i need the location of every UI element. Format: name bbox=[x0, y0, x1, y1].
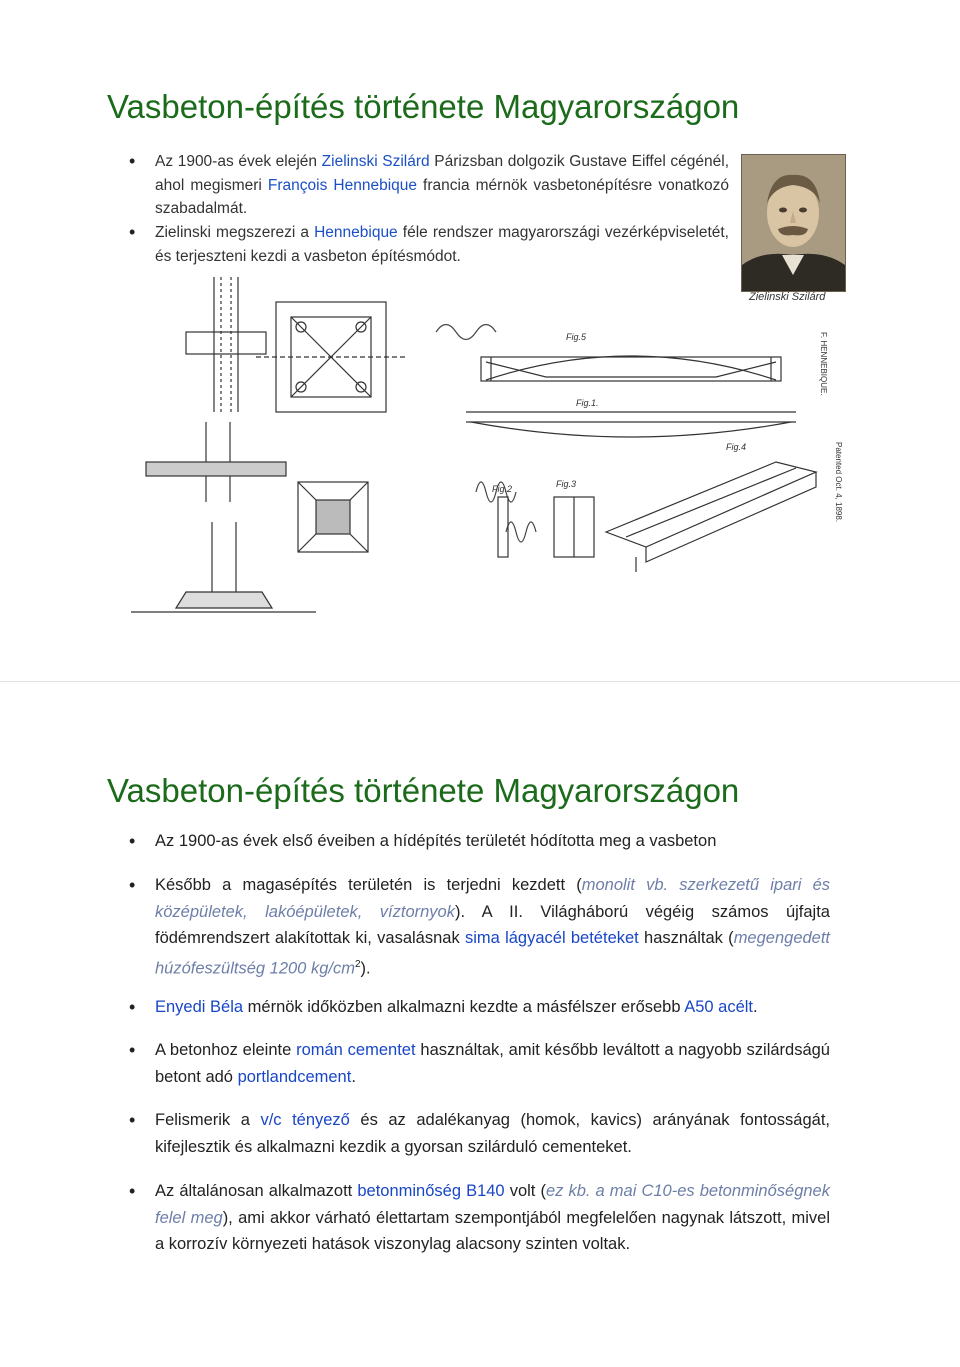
plan-view-drawing bbox=[256, 302, 406, 552]
bullet-bridge-building: • Az 1900-as évek első éveiben a hídépítés területét hódította meg a vasbeton bbox=[155, 828, 855, 855]
highlight-zielinski: Zielinski Szilárd bbox=[321, 153, 430, 170]
svg-text:Patented Oct. 4, 1898.: Patented Oct. 4, 1898. bbox=[834, 442, 843, 523]
svg-text:Fig.5: Fig.5 bbox=[566, 332, 587, 342]
bullet-hennebique-system: • Zielinski megszerezi a Hennebique féle rendszer magyarországi vezérképviseletét, és terjeszteni kezdi a vasbeton építésmódot. bbox=[155, 221, 729, 268]
slide-2 bbox=[0, 684, 960, 1367]
slab-perspective-fig4 bbox=[606, 442, 816, 572]
svg-text:F. HENNEBIQUE.: F. HENNEBIQUE. bbox=[819, 332, 828, 396]
svg-text:Fig.1.: Fig.1. bbox=[576, 398, 599, 408]
svg-text:Fig.4: Fig.4 bbox=[726, 442, 747, 452]
bullet-cement: • A betonhoz eleinte román cementet használtak, amit később leváltott a nagyobb szilárdságú betont adó portlandcement. bbox=[155, 1037, 830, 1090]
slide-1-title: Vasbeton-építés története Magyarországon bbox=[107, 88, 740, 125]
bullet-wc-ratio: • Felismerik a v/c tényező és az adalékanyag (homok, kavics) arányának fontosságát, kifejlesztik és alkalmazni kezdik a gyorsan szilárduló cementeket. bbox=[155, 1107, 830, 1160]
bullet-building-construction: • Később a magasépítés területén is terjedni kezdett (monolit vb. szerkezetű ipari és középületek, lakóépületek, víztornyok). A II. Világháború végéig számos újfajta födémrendszert alakítottak ki, vasalásnak sima lágyacél betéteket használtak (megengedett húzófeszültség 1200 $kg/cm^2$). bbox=[155, 872, 830, 982]
column-section-drawing bbox=[131, 277, 316, 612]
slide-1 bbox=[0, 0, 960, 680]
bullet-zielinski-paris: • Az 1900-as évek elején Zielinski Szilárd Párizsban dolgozik Gustave Eiffel cégénél, ahol megismeri François Hennebique francia mérnök vasbetonépítésre vonatkozó szabadalmát. bbox=[155, 150, 729, 221]
detail-fig2-fig3 bbox=[492, 479, 594, 557]
bullet-enyedi-bela: • Enyedi Béla mérnök időközben alkalmazni kezdte a másfélszer erősebb A50 acélt. bbox=[155, 994, 855, 1021]
hennebique-technical-drawing bbox=[126, 272, 846, 628]
slide-2-title: Vasbeton-építés története Magyarországon bbox=[107, 772, 740, 809]
svg-text:Fig.3: Fig.3 bbox=[556, 479, 577, 489]
highlight-hennebique: François Hennebique bbox=[267, 176, 417, 194]
beam-elevation-fig1 bbox=[466, 398, 796, 437]
beam-elevation-fig5 bbox=[481, 332, 781, 381]
page-divider bbox=[0, 681, 960, 682]
svg-text:Fig.2: Fig.2 bbox=[492, 484, 513, 494]
portrait-caption: Zielinski Szilárd bbox=[749, 291, 826, 303]
bullet-concrete-quality: • Az általánosan alkalmazott betonminőség B140 volt (ez kb. a mai C10-es betonminőségnek felel meg), ami akkor várható élettartam szempontjából megfelelően nagynak látszott, mivel a korrozív környezeti hatások viszonylag alacsony szinten voltak. bbox=[155, 1178, 830, 1258]
